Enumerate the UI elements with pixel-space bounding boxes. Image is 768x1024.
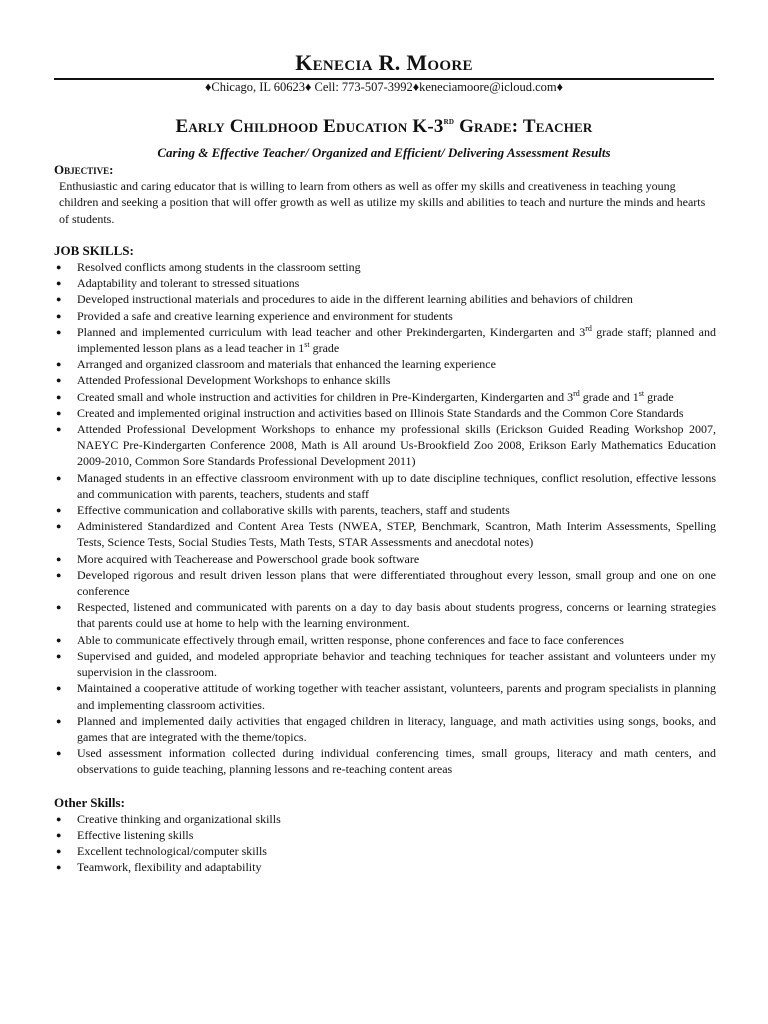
list-item-text: Managed students in an effective classroom environment with up to date discipline techniques, conflict resolution, effective lessons and communication with parents, teachers, students and staff	[77, 470, 716, 501]
list-item-text: grade and 1	[579, 389, 639, 404]
list-item-text: Created small and whole instruction and activities for children in Pre-Kindergarten, Kindergarten and 3	[77, 389, 574, 404]
contact-line: ♦Chicago, IL 60623♦ Cell: 773-507-3992♦keneciamoore@icloud.com♦	[204, 80, 563, 94]
list-item-text: Effective communication and collaborative skills with parents, teachers, staff and students	[77, 503, 510, 518]
list-item-text: Developed instructional materials and procedures to aide in the different learning abilities and behaviors of children	[77, 292, 633, 307]
bullet-icon: ●	[56, 650, 62, 661]
list-item	[54, 843, 716, 859]
list-item-text: grade staff; planned and implemented lesson plans as a lead teacher in 1	[77, 324, 716, 356]
list-item-text: Developed rigorous and result driven lesson plans that were differentiated throughout every lesson, small group and one on one conference	[77, 567, 716, 599]
bullet-icon: ●	[56, 310, 62, 321]
bullet-icon: ●	[56, 829, 62, 840]
ordinal-superscript: rd	[573, 388, 580, 398]
bullet-icon: ●	[56, 553, 62, 564]
list-item-text: Effective listening skills	[77, 827, 194, 842]
list-item-text: Planned and implemented daily activities that engaged children in literacy, language, and math activities using songs, books, and games that are integrated with the theme/topics.	[77, 713, 716, 744]
list-item-text: More acquired with Teacherease and Powerschool grade book software	[77, 551, 420, 566]
list-item-text: Supervised and guided, and modeled appropriate behavior and teaching techniques for teacher assistant and volunteers under my supervision in the classroom.	[77, 648, 716, 680]
ordinal-superscript: rd	[585, 323, 592, 333]
bullet-icon: ●	[56, 326, 62, 337]
bullet-icon: ●	[56, 715, 62, 726]
bullet-icon: ●	[56, 391, 62, 402]
list-item	[54, 356, 716, 372]
ordinal-superscript: st	[304, 340, 310, 350]
bullet-icon: ●	[56, 424, 62, 435]
bullet-icon: ●	[56, 748, 62, 759]
bullet-icon: ●	[56, 569, 62, 580]
bullet-icon: ●	[56, 683, 62, 694]
resume-body	[54, 162, 716, 876]
list-item	[54, 567, 716, 599]
list-item-text: Provided a safe and creative learning experience and environment for students	[77, 308, 453, 323]
tagline: Caring & Effective Teacher/ Organized and Efficient/ Delivering Assessment Results	[157, 145, 611, 160]
bullet-icon: ●	[56, 278, 62, 289]
list-item	[54, 648, 716, 680]
list-item-text: Maintained a cooperative attitude of working together with teacher assistant, volunteers, parents and program specialists in planning and implementing classroom activities.	[77, 681, 716, 712]
bullet-icon: ●	[56, 407, 62, 418]
list-item	[54, 551, 716, 567]
position-title	[0, 116, 768, 138]
list-item	[54, 259, 716, 275]
other-skills-list	[54, 811, 716, 876]
list-item	[54, 518, 716, 550]
list-item-text: Able to communicate effectively through email, written response, phone conferences and face to face conferences	[77, 632, 624, 647]
list-item-text: Used assessment information collected during individual conferencing times, small groups, literacy and math centers, and observations to guide teaching, planning lessons and re-teaching content areas	[77, 746, 716, 777]
bullet-icon: ●	[56, 375, 62, 386]
list-item-text: Respected, listened and communicated with parents on a day to day basis about students progress, concerns or learning strategies that parents could use at home to help with the learning environment.	[77, 600, 716, 631]
bullet-icon: ●	[56, 813, 62, 824]
list-item-text: Attended Professional Development Workshops to enhance skills	[77, 373, 391, 388]
list-item	[54, 811, 716, 827]
list-item	[54, 859, 716, 875]
list-item	[54, 421, 716, 470]
bullet-icon: ●	[56, 262, 62, 273]
list-item-text: Creative thinking and organizational skills	[77, 811, 281, 826]
bullet-icon: ●	[56, 602, 62, 613]
list-item-text: Planned and implemented curriculum with lead teacher and other Prekindergarten, Kindergarten and 3	[77, 324, 586, 339]
bullet-icon: ●	[56, 521, 62, 532]
bullet-icon: ●	[56, 634, 62, 645]
bullet-icon: ●	[56, 359, 62, 370]
list-item	[54, 827, 716, 843]
list-item-text: Administered Standardized and Content Area Tests (NWEA, STEP, Benchmark, Scantron, Math Interim Assessments, Spelling Tests, Science Tests, Social Studies Tests, Math Tests, STAR Assessments and anecdotal notes)	[77, 519, 716, 550]
list-item	[54, 680, 716, 712]
list-item	[54, 745, 716, 777]
list-item	[54, 405, 716, 421]
list-item-text: Arranged and organized classroom and materials that enhanced the learning experience	[77, 357, 496, 372]
title-superscript: rd	[443, 116, 455, 127]
list-item-text: Created and implemented original instruction and activities based on Illinois State Standards and the Common Core Standards	[77, 405, 684, 420]
list-item-text: grade	[309, 341, 340, 356]
candidate-name: Kenecia R. Moore	[295, 50, 473, 75]
bullet-icon: ●	[56, 294, 62, 305]
list-item-text: grade	[644, 389, 674, 404]
list-item	[54, 713, 716, 745]
list-item-text: Teamwork, flexibility and adaptability	[77, 860, 262, 875]
ordinal-superscript: st	[638, 388, 645, 398]
list-item-text: Excellent technological/computer skills	[77, 844, 267, 859]
bullet-icon: ●	[56, 862, 62, 873]
title-prefix: Early Childhood Education K-3	[175, 116, 444, 137]
bullet-icon: ●	[56, 505, 62, 516]
bullet-icon: ●	[56, 472, 62, 483]
list-item	[54, 291, 716, 307]
objective-heading: Objective:	[54, 162, 114, 177]
bullet-icon: ●	[56, 846, 62, 857]
list-item	[54, 324, 716, 356]
list-item	[54, 372, 716, 388]
list-item	[54, 389, 716, 405]
job-skills-list	[54, 259, 716, 778]
list-item-text: Resolved conflicts among students in the classroom setting	[77, 260, 361, 275]
list-item	[54, 308, 716, 324]
title-suffix: Grade: Teacher	[454, 116, 593, 137]
job-skills-heading: JOB SKILLS:	[54, 242, 134, 258]
list-item-text: Adaptability and tolerant to stressed situations	[77, 276, 300, 291]
list-item	[54, 502, 716, 518]
other-skills-heading: Other Skills:	[54, 794, 125, 810]
list-item-text: Attended Professional Development Workshops to enhance my professional skills (Erickson Guided Reading Workshop 2007, NAEYC Pre-Kindergarten Conference 2008, Math is All around Us-Brookfield Zoo 2008, Erikson Early Mathematics Education 2009-2010, Common Sore Standards Professional Development 2011)	[77, 422, 716, 469]
list-item	[54, 275, 716, 291]
objective-text: Enthusiastic and caring educator that is willing to learn from others as well as offer my skills and creativeness in teaching young children and seeking a position that will offer growth as well as utilize my skills and abilities to teach and nurture the minds and hearts of students.	[59, 179, 706, 226]
list-item	[54, 470, 716, 502]
list-item	[54, 632, 716, 648]
list-item	[54, 599, 716, 631]
